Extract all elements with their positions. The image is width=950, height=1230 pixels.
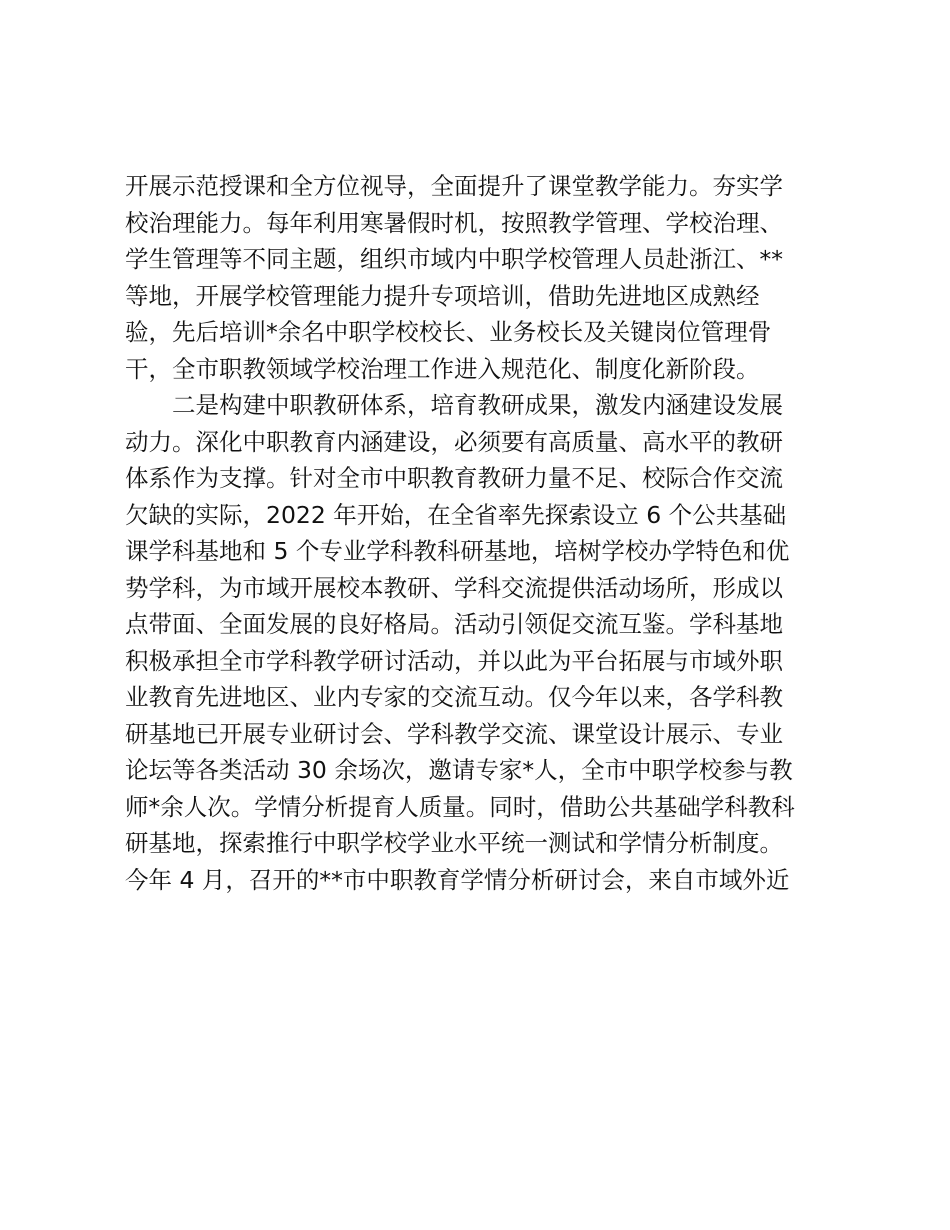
text-line: 等地，开展学校管理能力提升专项培训，借助先进地区成熟经 [125, 281, 760, 310]
text-line: 欠缺的实际，2022 年开始，在全省率先探索设立 6 个公共基础 [125, 500, 787, 529]
text-line: 动力。深化中职教育内涵建设，必须要有高质量、高水平的教研 [125, 427, 783, 456]
text-line: 干，全市职教领域学校治理工作进入规范化、制度化新阶段。 [125, 354, 760, 383]
body-text [125, 168, 845, 898]
text-line: 课学科基地和 5 个专业学科教科研基地，培树学校办学特色和优 [125, 537, 790, 565]
text-line: 势学科，为市域开展校本教研、学科交流提供活动场所，形成以 [125, 573, 783, 602]
text-line: 体系作为支撑。针对全市中职教育教研力量不足、校际合作交流 [125, 464, 783, 492]
text-line: 学生管理等不同主题，组织市域内中职学校管理人员赴浙江、** [125, 245, 783, 273]
text-line: 验，先后培训*余名中职学校校长、业务校长及关键岗位管理骨 [125, 318, 772, 346]
text-line: 研基地，探索推行中职学校学业水平统一测试和学情分析制度。 [125, 829, 783, 857]
text-line: 校治理能力。每年利用寒暑假时机，按照教学管理、学校治理、 [125, 208, 783, 237]
text-line: 今年 4 月，召开的**市中职教育学情分析研讨会，来自市域外近 [125, 865, 790, 894]
text-line: 积极承担全市学科教学研讨活动，并以此为平台拓展与市域外职 [125, 646, 783, 675]
text-line: 业教育先进地区、业内专家的交流互动。仅今年以来，各学科教 [125, 683, 783, 711]
text-line: 二是构建中职教研体系，培育教研成果，激发内涵建设发展 [125, 391, 783, 419]
text-line: 点带面、全面发展的良好格局。活动引领促交流互鉴。学科基地 [125, 610, 783, 638]
text-line: 开展示范授课和全方位视导，全面提升了课堂教学能力。夯实学 [125, 172, 783, 200]
text-line: 师*余人次。学情分析提育人质量。同时，借助公共基础学科教科 [125, 792, 795, 821]
text-line: 研基地已开展专业研讨会、学科教学交流、课堂设计展示、专业 [125, 719, 783, 748]
text-line: 论坛等各类活动 30 余场次，邀请专家*人，全市中职学校参与教 [125, 756, 793, 784]
